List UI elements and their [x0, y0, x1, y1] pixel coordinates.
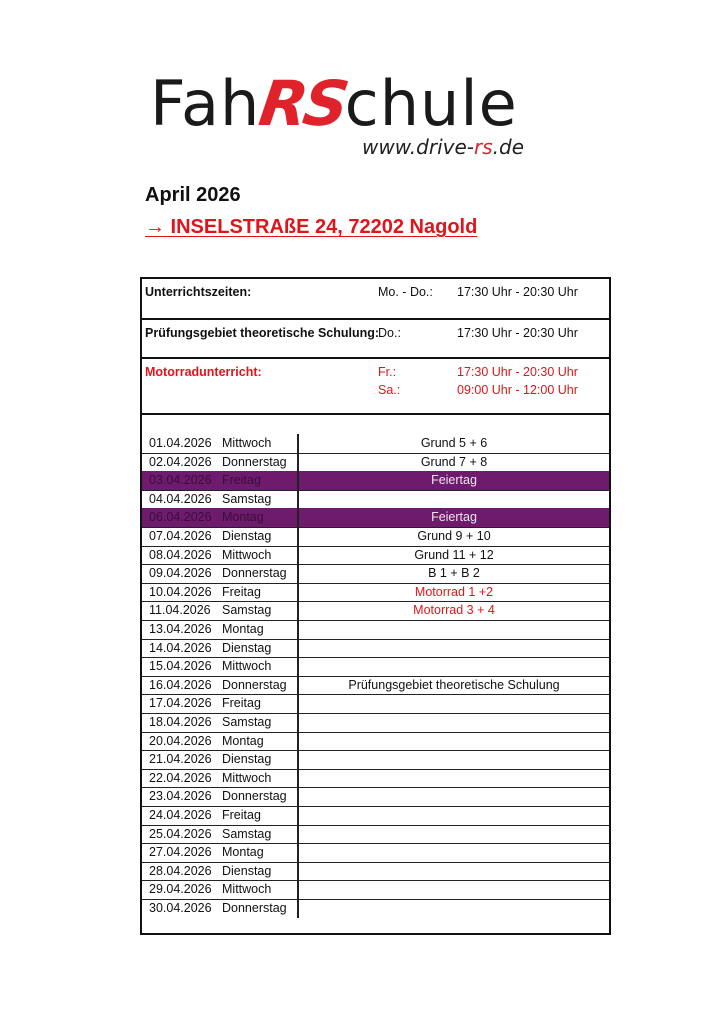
row-weekday: Dienstag	[222, 863, 272, 878]
row-date: 29.04.2026	[149, 882, 212, 897]
row-date: 24.04.2026	[149, 808, 212, 822]
logo-url-rs: rs	[473, 135, 493, 159]
table-row	[142, 806, 609, 826]
row-weekday: Montag	[222, 733, 264, 748]
table-row	[142, 471, 609, 491]
column-divider	[297, 434, 299, 918]
row-date: 06.04.2026	[149, 510, 212, 525]
logo-rs-mark: RS	[255, 67, 350, 140]
schedule-frame	[140, 277, 611, 935]
row-weekday: Dienstag	[222, 752, 272, 767]
row-weekday: Samstag	[222, 491, 272, 506]
table-row	[142, 657, 609, 677]
row-date: 02.04.2026	[149, 454, 212, 469]
info-day: Mo. - Do.:	[378, 285, 433, 299]
table-row	[142, 825, 609, 845]
row-event: Prüfungsgebiet theoretische Schulung	[348, 677, 560, 692]
row-event: Motorrad 1 +2	[414, 584, 494, 599]
row-weekday: Donnerstag	[222, 901, 287, 915]
info-time: 17:30 Uhr - 20:30 Uhr	[457, 365, 578, 379]
row-date: 15.04.2026	[149, 659, 212, 674]
info-row-lessons	[142, 279, 609, 320]
table-row	[142, 713, 609, 733]
logo-url-prefix: www.drive-	[362, 135, 474, 159]
row-date: 22.04.2026	[149, 770, 212, 785]
table-row	[142, 899, 609, 918]
info-time: 17:30 Uhr - 20:30 Uhr	[457, 326, 578, 340]
info-label: Prüfungsgebiet theoretische Schulung:	[145, 326, 380, 340]
row-date: 27.04.2026	[149, 845, 212, 860]
table-row	[142, 583, 609, 603]
row-weekday: Mittwoch	[222, 659, 272, 674]
row-date: 09.04.2026	[149, 566, 212, 581]
logo-prefix: Fah	[150, 67, 261, 140]
table-row	[142, 434, 609, 454]
row-event: Grund 11 + 12	[414, 547, 494, 562]
table-row	[142, 750, 609, 770]
row-date: 01.04.2026	[149, 436, 212, 450]
row-date: 28.04.2026	[149, 863, 212, 878]
row-weekday: Mittwoch	[222, 547, 272, 562]
logo-suffix: chule	[344, 67, 518, 140]
info-row-motorcycle	[142, 359, 609, 415]
row-date: 18.04.2026	[149, 715, 212, 729]
table-row	[142, 862, 609, 882]
table-row	[142, 601, 609, 621]
row-event: Feiertag	[431, 473, 477, 488]
row-date: 30.04.2026	[149, 901, 212, 915]
row-date: 25.04.2026	[149, 826, 212, 841]
row-date: 07.04.2026	[149, 529, 212, 543]
row-weekday: Donnerstag	[222, 677, 287, 692]
table-row	[142, 769, 609, 789]
table-row	[142, 453, 609, 473]
row-weekday: Montag	[222, 845, 264, 860]
table-row	[142, 508, 609, 528]
row-date: 08.04.2026	[149, 547, 212, 562]
table-row	[142, 490, 609, 510]
row-weekday: Montag	[222, 510, 264, 525]
row-date: 17.04.2026	[149, 696, 212, 711]
row-weekday: Freitag	[222, 584, 261, 599]
table-row	[142, 732, 609, 752]
row-weekday: Samstag	[222, 603, 272, 618]
row-date: 23.04.2026	[149, 789, 212, 804]
info-time: 17:30 Uhr - 20:30 Uhr	[457, 285, 578, 299]
table-row	[142, 843, 609, 863]
row-weekday: Donnerstag	[222, 454, 287, 469]
row-event: Grund 7 + 8	[420, 454, 488, 469]
row-date: 14.04.2026	[149, 640, 212, 655]
row-weekday: Mittwoch	[222, 436, 272, 450]
row-date: 20.04.2026	[149, 733, 212, 748]
table-row	[142, 676, 609, 696]
row-event: Feiertag	[431, 510, 477, 525]
logo-wordmark	[150, 67, 518, 140]
row-weekday: Samstag	[222, 715, 272, 729]
row-date: 03.04.2026	[149, 473, 212, 488]
row-weekday: Freitag	[222, 808, 261, 822]
row-weekday: Samstag	[222, 826, 272, 841]
row-weekday: Dienstag	[222, 640, 272, 655]
info-label: Motorradunterricht:	[145, 365, 262, 379]
row-event: Grund 9 + 10	[417, 529, 491, 543]
row-event: B 1 + B 2	[428, 566, 480, 581]
row-date: 16.04.2026	[149, 677, 212, 692]
row-event: Grund 5 + 6	[420, 436, 488, 450]
row-date: 21.04.2026	[149, 752, 212, 767]
row-weekday: Mittwoch	[222, 770, 272, 785]
row-date: 11.04.2026	[149, 603, 211, 618]
row-weekday: Donnerstag	[222, 789, 287, 804]
address-line: → INSELSTRAßE 24, 72202 Nagold	[145, 216, 478, 238]
row-date: 10.04.2026	[149, 584, 212, 599]
row-weekday: Freitag	[222, 473, 261, 488]
table-row	[142, 880, 609, 900]
table-row	[142, 694, 609, 714]
table-row	[142, 564, 609, 584]
row-weekday: Donnerstag	[222, 566, 287, 581]
info-day-2: Sa.:	[378, 383, 401, 397]
row-event: Motorrad 3 + 4	[413, 603, 495, 618]
row-weekday: Dienstag	[222, 529, 272, 543]
row-weekday: Mittwoch	[222, 882, 272, 897]
table-row	[142, 639, 609, 659]
table-row	[142, 546, 609, 566]
table-row	[142, 787, 609, 807]
info-day: Do.:	[378, 326, 401, 340]
page-title: April 2026	[145, 184, 241, 206]
row-weekday: Freitag	[222, 696, 261, 711]
logo	[150, 67, 530, 160]
logo-url	[362, 135, 524, 159]
row-weekday: Montag	[222, 622, 264, 636]
table-row	[142, 620, 609, 640]
row-date: 13.04.2026	[149, 622, 212, 636]
logo-url-suffix: .de	[492, 135, 524, 159]
info-time-2: 09:00 Uhr - 12:00 Uhr	[457, 383, 578, 397]
table-row	[142, 527, 609, 547]
row-date: 04.04.2026	[149, 491, 212, 506]
info-day: Fr.:	[378, 365, 397, 379]
info-row-exam	[142, 320, 609, 359]
info-label: Unterrichtszeiten:	[145, 285, 252, 299]
